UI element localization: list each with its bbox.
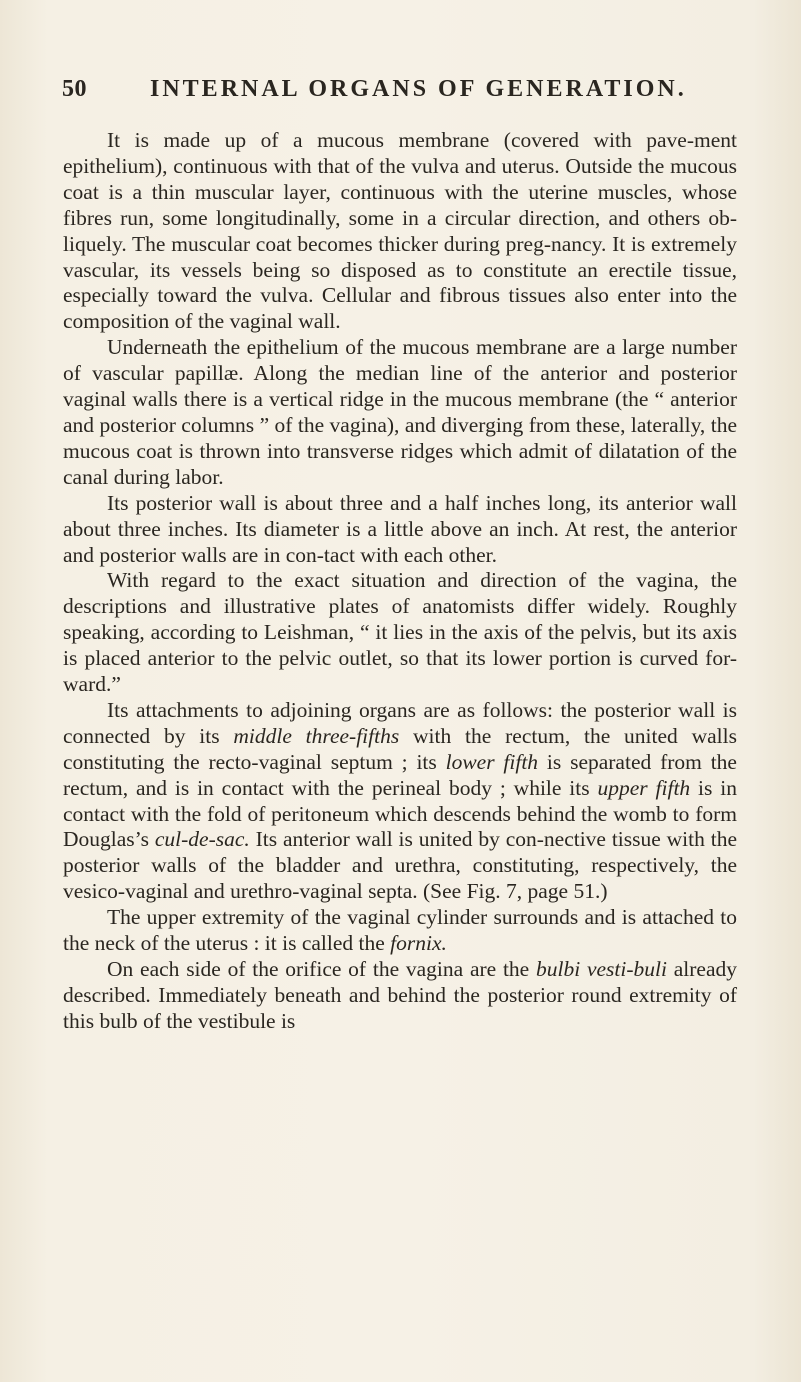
page-header (62, 76, 742, 112)
paragraph (63, 957, 737, 1035)
italic-term: upper fifth (597, 775, 691, 800)
italic-term: lower fifth (445, 749, 539, 774)
paragraph (63, 905, 737, 957)
paragraph (63, 335, 737, 490)
text-run: already described. Immediately beneath and behind the posterior round extremity of this bulb of the vestibule is (63, 957, 738, 1033)
paragraph (63, 491, 737, 569)
italic-term: cul-de-sac. (154, 827, 250, 852)
italic-term: middle three-fifths (233, 723, 400, 748)
text-run: Its anterior wall is united by con-nective tissue with the posterior walls of the bladder and urethra, constituting, respectively, the vesico-vaginal and urethro-vaginal septa. (See Fig. 7, page 51.) (63, 827, 737, 904)
paragraph (63, 128, 737, 335)
text-run: With regard to the exact situation and direction of the vagina, the descriptions and illustrative plates of anatomists differ widely. Roughly speaking, according to Leishman, “ it lies in the axis of the pelvis, but its axis is placed anterior to the pelvic outlet, so that its lower portion is curved for-ward.” (63, 568, 737, 697)
text-run: is in contact with the fold of peritoneum which descends behind the womb to form Douglas’s (63, 775, 737, 852)
text-run: It is made up of a mucous membrane (covered with pave-ment epithelium), continuous with that of the vulva and uterus. Outside the mucous coat is a thin muscular layer, continuous with the uterine muscles, whose fibres run, some longitudinally, some in a circular direction, and others ob-liquely. The muscular coat becomes thicker during preg-nancy. It is extremely vascular, its vessels being so disposed as to constitute an erectile tissue, especially toward the vulva. Cellular and fibrous tissues also enter into the composition of the vaginal wall. (63, 128, 737, 334)
body-text (63, 128, 737, 1035)
italic-term: bulbi vesti-buli (536, 957, 667, 981)
text-run: is separated from the rectum, and is in contact with the perineal body ; while its (63, 749, 737, 800)
paragraph (63, 698, 737, 905)
text-run: Its attachments to adjoining organs are as follows: the posterior wall is connected by its (63, 697, 737, 748)
paragraph (63, 568, 737, 698)
text-run: Underneath the epithelium of the mucous membrane are a large number of vascular papillæ. Along the median line of the anterior and posterior vaginal walls there is a vertical ridge in the mucous membrane (the “ anterior and posterior columns ” of the vagina), and diverging from these, laterally, the mucous coat is thrown into transverse ridges which admit of dilatation of the canal during labor. (63, 335, 737, 489)
running-title: INTERNAL ORGANS OF GENERATION. (150, 76, 687, 102)
italic-term: fornix. (390, 931, 447, 956)
text-run: On each side of the orifice of the vagina are the (107, 957, 536, 981)
text-run: with the rectum, the united walls constituting the recto-vaginal septum ; its (63, 723, 737, 774)
text-run: The upper extremity of the vaginal cylinder surrounds and is attached to the neck of the uterus : it is called the (63, 905, 737, 956)
page-number: 50 (62, 76, 87, 102)
text-run: Its posterior wall is about three and a half inches long, its anterior wall about three inches. Its diameter is a little above an inch. At rest, the anterior and posterior walls are in con-tact with each other. (63, 490, 737, 567)
